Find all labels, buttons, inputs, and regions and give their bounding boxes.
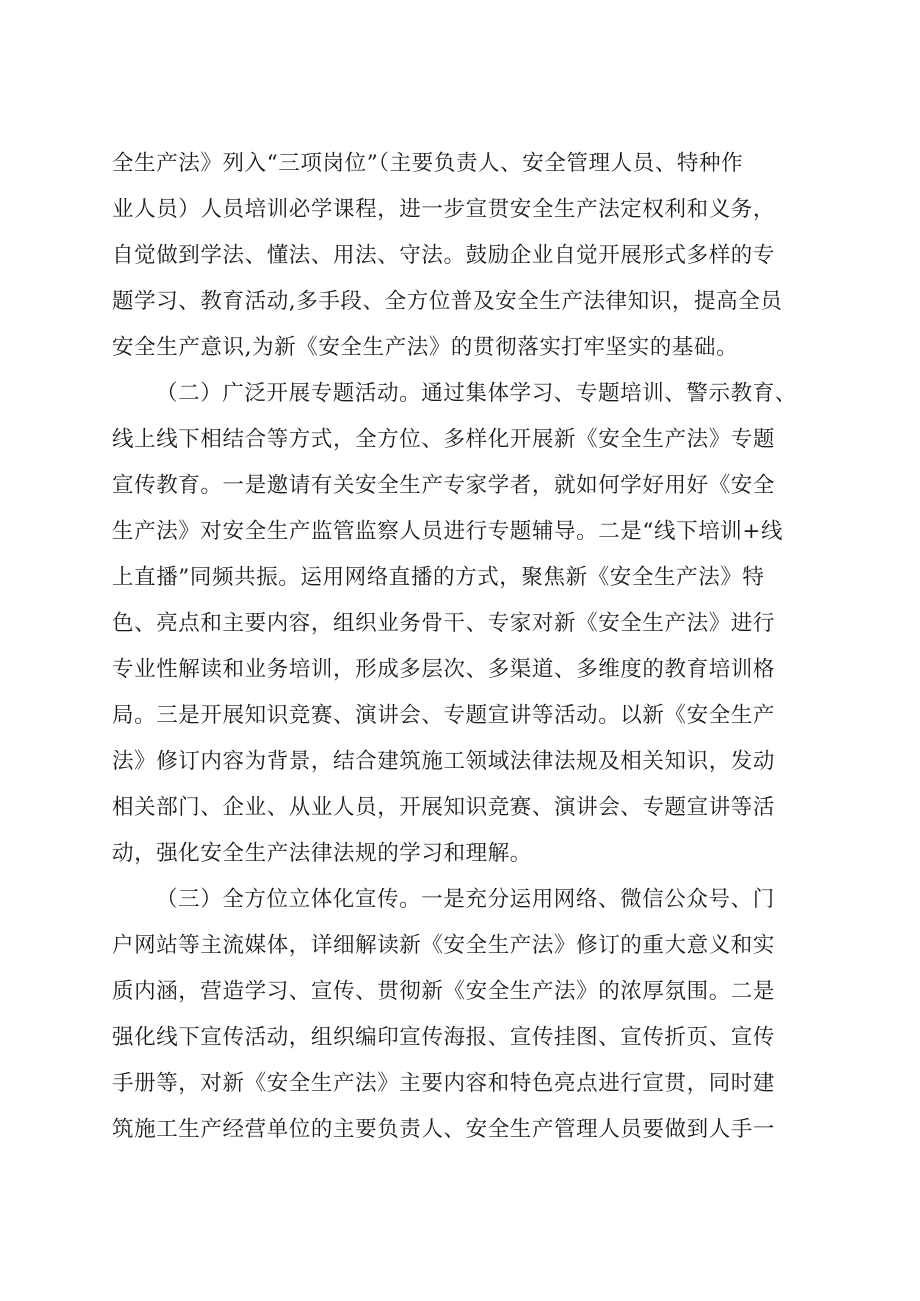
- paragraph-line: 手册等，对新《安全生产法》主要内容和特色亮点进行宣贯，同时建: [112, 1071, 776, 1096]
- section-heading-line: （三）全方位立体化宣传。一是充分运用网络、微信公众号、门: [156, 887, 775, 912]
- paragraph-line: 动，强化安全生产法律法规的学习和理解。: [112, 841, 532, 866]
- paragraph-line: 法》修订内容为背景，结合建筑施工领域法律法规及相关知识，发动: [112, 749, 776, 774]
- document-body: [112, 141, 812, 1153]
- paragraph-line: 局。三是开展知识竞赛、演讲会、专题宣讲等活动。以新《安全生产: [112, 703, 776, 728]
- paragraph-line: 上直播”同频共振。运用网络直播的方式，聚焦新《安全生产法》特: [112, 565, 765, 590]
- paragraph-line: 全生产法》列入“三项岗位”（主要负责人、安全管理人员、特种作: [112, 151, 744, 176]
- paragraph-line: 生产法》对安全生产监管监察人员进行专题辅导。二是“线下培训+线: [112, 519, 784, 544]
- paragraph-line: 强化线下宣传活动，组织编印宣传海报、宣传挂图、宣传折页、宣传: [112, 1025, 776, 1050]
- section-heading-line: （二）广泛开展专题活动。通过集体学习、专题培训、警示教育、: [156, 381, 797, 406]
- paragraph-line: 色、亮点和主要内容，组织业务骨干、专家对新《安全生产法》进行: [112, 611, 776, 636]
- paragraph-line: 业人员）人员培训必学课程，进一步宣贯安全生产法定权利和义务，: [112, 197, 776, 222]
- paragraph-line: 质内涵，营造学习、宣传、贯彻新《安全生产法》的浓厚氛围。二是: [112, 979, 776, 1004]
- paragraph-line: 安全生产意识,为新《安全生产法》的贯彻落实打牢坚实的基础。: [112, 335, 739, 360]
- paragraph-line: 相关部门、企业、从业人员，开展知识竞赛、演讲会、专题宣讲等活: [112, 795, 776, 820]
- paragraph-line: 线上线下相结合等方式，全方位、多样化开展新《安全生产法》专题: [112, 427, 776, 452]
- paragraph-line: 宣传教育。一是邀请有关安全生产专家学者，就如何学好用好《安全: [112, 473, 776, 498]
- paragraph-line: 筑施工生产经营单位的主要负责人、安全生产管理人员要做到人手一: [112, 1117, 776, 1142]
- paragraph-line: 专业性解读和业务培训，形成多层次、多渠道、多维度的教育培训格: [112, 657, 776, 682]
- paragraph-line: 题学习、教育活动,多手段、全方位普及安全生产法律知识，提高全员: [112, 289, 783, 314]
- paragraph-line: 自觉做到学法、懂法、用法、守法。鼓励企业自觉开展形式多样的专: [112, 243, 776, 268]
- paragraph-line: 户网站等主流媒体，详细解读新《安全生产法》修订的重大意义和实: [112, 933, 776, 958]
